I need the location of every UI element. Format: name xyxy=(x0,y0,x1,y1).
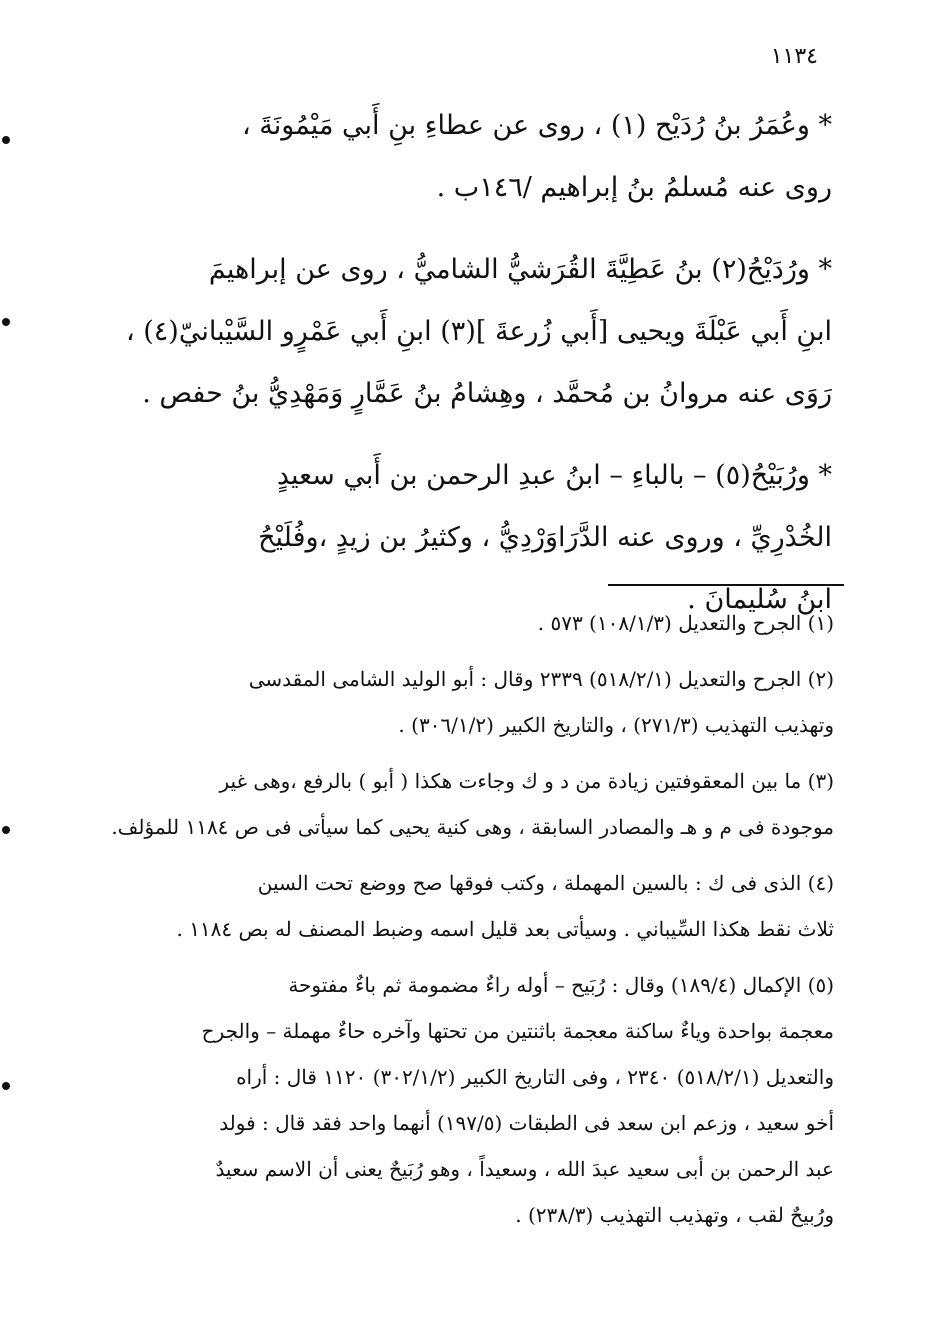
main-text xyxy=(112,95,832,651)
footnote-line: (٣) ما بين المعقوفتين زيادة من د و ك وجاءت هكذا ( أبو ) بالرفع ،وهى غير xyxy=(219,769,834,793)
footnote-line: (١) الجرح والتعديل (١٠٨/١/٣) ٥٧٣ . xyxy=(537,611,834,635)
page-number: ١١٣٤ xyxy=(770,44,818,69)
entry-line: ابنِ أَبي عَبْلَةَ ويحيى [أَبي زُرعةَ ](٣) ابنِ أَبي عَمْرٍو السَّيْبانيّ(٤) ، xyxy=(125,316,832,347)
entry-line: * ورُدَيْحُ(٢) بنُ عَطِيَّةَ القُرَشيُّ الشاميُّ ، روى عن إبراهيمَ xyxy=(208,254,832,285)
footnote-5 xyxy=(110,962,834,1238)
entry-line: الخُدْرِيِّ ، وروى عنه الدَّرَاوَرْدِيُّ ، وكثيرُ بن زيدٍ ،وفُلَيْحُ xyxy=(258,522,832,553)
binding-mark-4 xyxy=(2,1082,10,1090)
footnote-line: موجودة فى م و هـ والمصادر السابقة ، وهى كنية يحيى كما سيأتى فى ص ١١٨٤ للمؤلف. xyxy=(111,815,834,839)
footnote-line: ثلاث نقط هكذا السِّيباني . وسيأتى بعد قليل اسمه وضبط المصنف له بص ١١٨٤ . xyxy=(176,917,834,941)
entry-rudayh-bin-atiyya xyxy=(112,239,832,425)
footnote-1 xyxy=(110,600,834,646)
footnote-line: (٥) الإكمال (١٨٩/٤) وقال : رُبَيح – أوله راءٌ مضمومة ثم باءٌ مفتوحة xyxy=(288,973,834,997)
binding-mark-1 xyxy=(2,136,10,144)
footnote-line: عبد الرحمن بن أبى سعيد عبدَ الله ، وسعيداً ، وهو رُبَيحٌ يعنى أن الاسم سعيدٌ xyxy=(215,1157,834,1181)
binding-mark-3 xyxy=(2,826,10,834)
entry-omar-bin-rudayh xyxy=(112,95,832,219)
entry-line: رَوَى عنه مروانُ بن مُحمَّد ، وهِشامُ بنُ عَمَّارٍ وَمَهْدِيُّ بنُ حفص . xyxy=(142,378,832,409)
footnote-4 xyxy=(110,860,834,952)
footnote-divider xyxy=(608,584,844,586)
entry-line: ابنُ سُليمانَ . xyxy=(687,584,832,615)
entry-line: * ورُبَيْحُ(٥) – بالباءِ – ابنُ عبدِ الرحمن بن أَبي سعيدٍ xyxy=(276,460,832,491)
footnote-2 xyxy=(110,656,834,748)
footnotes xyxy=(110,600,834,1248)
footnote-line: أخو سعيد ، وزعم ابن سعد فى الطبقات (١٩٧/٥) أنهما واحد فقد قال : فولد xyxy=(219,1111,834,1135)
binding-mark-2 xyxy=(2,318,10,326)
footnote-line: وتهذيب التهذيب (٢٧١/٣) ، والتاريخ الكبير (٣٠٦/١/٢) . xyxy=(398,713,834,737)
entry-line: * وعُمَرُ بنُ رُدَيْح (١) ، روى عن عطاءِ بنِ أَبي مَيْمُونَةَ ، xyxy=(241,110,832,141)
footnote-line: ورُبيحٌ لقب ، وتهذيب التهذيب (٢٣٨/٣) . xyxy=(515,1203,834,1227)
footnote-line: والتعديل (٥١٨/٢/١) ٢٣٤٠ ، وفى التاريخ الكبير (٣٠٢/١/٢) ١١٢٠ قال : أراه xyxy=(236,1065,834,1089)
footnote-line: (٢) الجرح والتعديل (٥١٨/٢/١) ٢٣٣٩ وقال : أبو الوليد الشامى المقدسى xyxy=(248,667,834,691)
footnote-line: (٤) الذى فى ك : بالسين المهملة ، وكتب فوقها صح ووضع تحت السين xyxy=(257,871,834,895)
footnote-3 xyxy=(110,758,834,850)
entry-line: روى عنه مُسلمُ بنُ إبراهيم /١٤٦ب . xyxy=(436,172,832,203)
footnote-line: معجمة بواحدة وياءٌ ساكنة معجمة باثنتين من تحتها وآخره حاءٌ مهملة – والجرح xyxy=(201,1019,834,1043)
